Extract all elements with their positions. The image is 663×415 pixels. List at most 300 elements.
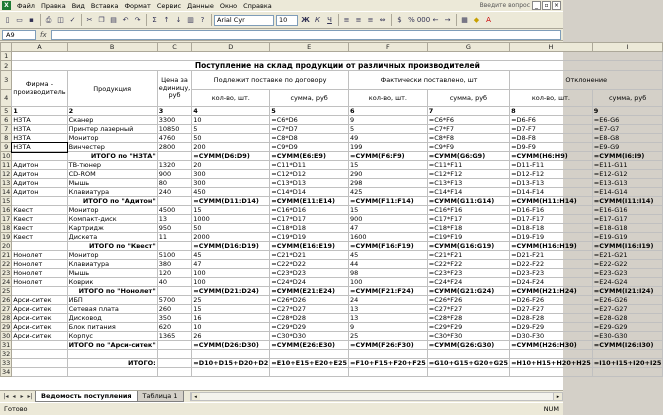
cell[interactable]: Мышь: [67, 179, 157, 188]
spreadsheet-grid[interactable]: [0, 42, 662, 390]
cell[interactable]: Квест: [12, 206, 67, 215]
cell[interactable]: 298: [349, 179, 428, 188]
cell[interactable]: =D16-F16: [510, 206, 593, 215]
cell[interactable]: =СУММ(D26:D30): [192, 341, 270, 350]
cell[interactable]: Дисковод: [67, 314, 157, 323]
cell[interactable]: 25: [349, 332, 428, 341]
cell[interactable]: =E6-G6: [592, 116, 663, 125]
cell[interactable]: [12, 350, 67, 359]
cell[interactable]: =СУММ(G11:G14): [427, 197, 509, 206]
row-header[interactable]: 10: [2, 152, 11, 160]
preview-icon[interactable]: ◫: [57, 16, 64, 24]
cell[interactable]: [12, 152, 67, 161]
cell[interactable]: 350: [157, 314, 192, 323]
cell[interactable]: Нонолет: [12, 278, 67, 287]
cell[interactable]: 5100: [157, 251, 192, 260]
copy-icon[interactable]: ❐: [98, 16, 105, 24]
fx-icon[interactable]: fx: [40, 30, 47, 39]
formula-input[interactable]: [51, 30, 561, 40]
cell[interactable]: =СУММ(F16:F19): [349, 242, 428, 251]
cell[interactable]: 900: [157, 170, 192, 179]
cell[interactable]: 100: [192, 278, 270, 287]
cell[interactable]: [12, 52, 663, 61]
cell[interactable]: =СУММ(F11:F14): [349, 197, 428, 206]
row-header[interactable]: 24: [2, 278, 11, 286]
spelling-icon[interactable]: ✓: [69, 16, 76, 24]
cell[interactable]: 5: [270, 107, 349, 116]
cell[interactable]: =СУММ(F6:F9): [349, 152, 428, 161]
row-header[interactable]: 3: [1, 71, 12, 90]
cell[interactable]: 1320: [157, 161, 192, 170]
restore-icon[interactable]: ▫: [542, 1, 551, 10]
cell[interactable]: =C8*D8: [270, 134, 349, 143]
increase-decimal-icon[interactable]: ←: [432, 16, 439, 24]
cell[interactable]: 80: [157, 179, 192, 188]
chart-icon[interactable]: ▥: [187, 16, 194, 24]
cell[interactable]: =C23*D23: [270, 269, 349, 278]
column-header[interactable]: I: [592, 43, 663, 52]
cell[interactable]: [157, 152, 192, 161]
cell[interactable]: [592, 350, 663, 359]
cell[interactable]: Арси-ситек: [12, 323, 67, 332]
row-header[interactable]: 28: [2, 314, 11, 322]
cell[interactable]: 7: [427, 107, 509, 116]
cell[interactable]: Адитон: [12, 188, 67, 197]
cell[interactable]: =E29-G29: [592, 323, 663, 332]
merge-center-icon[interactable]: ⇔: [379, 16, 386, 24]
cell[interactable]: =C11*F11: [427, 161, 509, 170]
align-center-icon[interactable]: ≡: [355, 16, 362, 24]
cell[interactable]: НЗТА: [12, 143, 67, 152]
cell[interactable]: =СУММ(G6:G9): [427, 152, 509, 161]
cell[interactable]: Коврик: [67, 278, 157, 287]
cell[interactable]: 50: [192, 134, 270, 143]
row-header[interactable]: 5: [1, 107, 12, 116]
cell[interactable]: [12, 368, 67, 377]
cell[interactable]: Сканер: [67, 116, 157, 125]
borders-icon[interactable]: ▦: [461, 16, 468, 24]
cell[interactable]: =C26*F26: [427, 296, 509, 305]
cell[interactable]: =C27*D27: [270, 305, 349, 314]
cell[interactable]: =D21-F21: [510, 251, 593, 260]
header-contract[interactable]: Подлежит поставке по договору: [192, 71, 349, 90]
scroll-left-icon[interactable]: ◂: [191, 393, 200, 400]
cell[interactable]: =E13-G13: [592, 179, 663, 188]
cell[interactable]: =C7*F7: [427, 125, 509, 134]
cell[interactable]: Квест: [12, 215, 67, 224]
cell[interactable]: [12, 341, 67, 350]
cell[interactable]: 20: [192, 161, 270, 170]
cell[interactable]: [510, 350, 593, 359]
cell[interactable]: =C16*D16: [270, 206, 349, 215]
cell[interactable]: =D11-F11: [510, 161, 593, 170]
new-icon[interactable]: ▯: [5, 16, 10, 24]
cell[interactable]: 9: [592, 107, 663, 116]
header-qty[interactable]: кол-во, шт.: [349, 90, 428, 107]
cell[interactable]: 47: [349, 224, 428, 233]
cell[interactable]: =E8-G8: [592, 134, 663, 143]
save-icon[interactable]: ▪: [29, 16, 34, 24]
cell[interactable]: =C30*F30: [427, 332, 509, 341]
cell[interactable]: =E27-G27: [592, 305, 663, 314]
excel-app-icon[interactable]: X: [2, 1, 11, 10]
name-box[interactable]: A9: [2, 30, 36, 40]
cell[interactable]: =D19-F19: [510, 233, 593, 242]
sheet-tab-vedomost[interactable]: Ведомость поступления: [35, 391, 138, 402]
cell[interactable]: =СУММ(E6:E9): [270, 152, 349, 161]
cell[interactable]: ИТОГО по "Арси-ситек": [68, 341, 156, 349]
cell[interactable]: 240: [157, 188, 192, 197]
cell[interactable]: =C11*D11: [270, 161, 349, 170]
cell[interactable]: =C19*F19: [427, 233, 509, 242]
cell[interactable]: =СУММ(F26:F30): [349, 341, 428, 350]
cell[interactable]: 260: [157, 305, 192, 314]
cell[interactable]: =E24-G24: [592, 278, 663, 287]
header-firm[interactable]: Фирма - производитель: [12, 71, 67, 107]
cell[interactable]: =СУММ(D11:D14): [192, 197, 270, 206]
cell[interactable]: Монитор: [67, 134, 157, 143]
menu-format[interactable]: Формат: [124, 1, 151, 10]
sheet-title[interactable]: Поступление на склад продукции от различных производителей: [12, 61, 663, 71]
cell[interactable]: =H10+H15+H20+H25: [511, 359, 591, 367]
row-header[interactable]: 20: [2, 242, 11, 250]
cell[interactable]: =E14-G14: [592, 188, 663, 197]
cell[interactable]: Квест: [12, 233, 67, 242]
column-header[interactable]: G: [427, 43, 509, 52]
cell[interactable]: =СУММ(E26:E30): [270, 341, 349, 350]
sort-asc-icon[interactable]: ↑: [163, 16, 170, 24]
column-header[interactable]: H: [510, 43, 593, 52]
underline-icon[interactable]: Ч: [327, 16, 332, 24]
cell[interactable]: =D26-F26: [510, 296, 593, 305]
cell[interactable]: 6: [349, 107, 428, 116]
cell[interactable]: =СУММ(E21:E24): [270, 287, 349, 296]
last-sheet-icon[interactable]: ▸|: [27, 393, 33, 400]
cell[interactable]: ИТОГО по "Адитон": [67, 197, 157, 206]
menu-data[interactable]: Данные: [187, 1, 214, 10]
cell[interactable]: Компакт-диск: [67, 215, 157, 224]
cell[interactable]: =СУММ(H11:H14): [510, 197, 593, 206]
cell[interactable]: =D14-F14: [510, 188, 593, 197]
cell[interactable]: 100: [349, 278, 428, 287]
cell[interactable]: =СУММ(G21:G24): [427, 287, 509, 296]
cell[interactable]: ИТОГО по "НЗТА": [67, 152, 157, 161]
cell[interactable]: 450: [192, 188, 270, 197]
cell[interactable]: =C14*F14: [427, 188, 509, 197]
row-header[interactable]: 29: [2, 323, 11, 331]
cell[interactable]: [157, 368, 192, 377]
cell[interactable]: =D22-F22: [510, 260, 593, 269]
cell[interactable]: НЗТА: [12, 116, 67, 125]
cell[interactable]: =D29-F29: [510, 323, 593, 332]
cell[interactable]: 2: [67, 107, 157, 116]
cell[interactable]: 44: [349, 260, 428, 269]
row-header[interactable]: 1: [1, 52, 12, 61]
cell[interactable]: =C24*D24: [270, 278, 349, 287]
cell[interactable]: Картридж: [67, 224, 157, 233]
cell[interactable]: [270, 368, 349, 377]
column-header[interactable]: C: [157, 43, 192, 52]
align-left-icon[interactable]: ≡: [343, 16, 350, 24]
cell[interactable]: =СУММ(H21:H24): [510, 287, 593, 296]
row-header[interactable]: 4: [1, 90, 12, 107]
cell[interactable]: Адитон: [12, 170, 67, 179]
cell[interactable]: =C22*D22: [270, 260, 349, 269]
cell[interactable]: 45: [349, 251, 428, 260]
cell[interactable]: [157, 287, 192, 296]
cell[interactable]: =СУММ(H16:H19): [510, 242, 593, 251]
cell[interactable]: 26: [192, 332, 270, 341]
row-header[interactable]: 31: [2, 341, 11, 349]
cell[interactable]: [192, 350, 270, 359]
cell[interactable]: 2800: [157, 143, 192, 152]
cell[interactable]: Принтер лазерный: [67, 125, 157, 134]
column-header[interactable]: F: [349, 43, 428, 52]
cell[interactable]: [510, 368, 593, 377]
cell[interactable]: 100: [192, 269, 270, 278]
cell[interactable]: Нонолет: [12, 251, 67, 260]
cell[interactable]: =E21-G21: [592, 251, 663, 260]
cell[interactable]: 290: [349, 170, 428, 179]
cell[interactable]: =C21*D21: [270, 251, 349, 260]
cell[interactable]: 49: [349, 134, 428, 143]
next-sheet-icon[interactable]: ▸: [20, 393, 24, 400]
header-deviation[interactable]: Отклонение: [510, 71, 663, 90]
cell[interactable]: =СУММ(I21:I24): [592, 287, 663, 296]
cell[interactable]: [427, 368, 509, 377]
header-sum[interactable]: сумма, руб: [427, 90, 509, 107]
cell[interactable]: =C9*F9: [427, 143, 509, 152]
header-price[interactable]: Цена за единицу, руб: [157, 71, 192, 107]
cell[interactable]: [67, 350, 157, 359]
cell[interactable]: Квест: [12, 224, 67, 233]
cell[interactable]: 13: [157, 215, 192, 224]
row-header[interactable]: 30: [2, 332, 11, 340]
cell[interactable]: 13: [349, 314, 428, 323]
cell[interactable]: 98: [349, 269, 428, 278]
cell[interactable]: =C16*F16: [427, 206, 509, 215]
align-right-icon[interactable]: ≡: [367, 16, 374, 24]
cell[interactable]: =D28-F28: [510, 314, 593, 323]
font-name-select[interactable]: Arial Cyr: [214, 15, 274, 26]
header-sum[interactable]: сумма, руб: [270, 90, 349, 107]
cell[interactable]: =СУММ(H6:H9): [510, 152, 593, 161]
cell[interactable]: =D9-F9: [510, 143, 593, 152]
menu-window[interactable]: Окно: [219, 1, 238, 10]
row-header[interactable]: 8: [1, 134, 12, 143]
cell[interactable]: =D23-F23: [510, 269, 593, 278]
row-header[interactable]: 34: [2, 368, 11, 376]
font-size-select[interactable]: 10: [276, 15, 298, 26]
cell[interactable]: 1: [12, 107, 67, 116]
cell[interactable]: Монитор: [67, 251, 157, 260]
row-header[interactable]: 13: [2, 179, 11, 187]
cell[interactable]: =D8-F8: [510, 134, 593, 143]
cell[interactable]: =C19*D19: [270, 233, 349, 242]
column-header[interactable]: B: [67, 43, 157, 52]
cell[interactable]: =E12-G12: [592, 170, 663, 179]
cell[interactable]: =C27*F27: [427, 305, 509, 314]
cell[interactable]: 900: [349, 215, 428, 224]
paste-icon[interactable]: ▤: [110, 16, 117, 24]
sheet-tab-table1[interactable]: Таблица 1: [137, 391, 184, 402]
cell[interactable]: 11: [157, 233, 192, 242]
help-question-box[interactable]: Введите вопрос: [479, 2, 530, 9]
cell[interactable]: Монитор: [67, 206, 157, 215]
header-product[interactable]: Продукция: [67, 71, 157, 107]
cell[interactable]: [349, 368, 428, 377]
cell[interactable]: 25: [192, 296, 270, 305]
cell[interactable]: 300: [192, 179, 270, 188]
cell[interactable]: [12, 242, 67, 251]
cell[interactable]: =СУММ(F21:F24): [349, 287, 428, 296]
cell[interactable]: Арси-ситек: [12, 296, 67, 305]
cell[interactable]: =СУММ(D6:D9): [192, 152, 270, 161]
cell[interactable]: ИТОГО по "Нонолет": [67, 287, 157, 296]
row-header[interactable]: 17: [2, 215, 11, 223]
cell[interactable]: CD-ROM: [67, 170, 157, 179]
cell[interactable]: =C9*D9: [270, 143, 349, 152]
cell[interactable]: 5: [192, 125, 270, 134]
cell[interactable]: [12, 197, 67, 206]
cell[interactable]: =C14*D14: [270, 188, 349, 197]
cell[interactable]: =E7-G7: [592, 125, 663, 134]
scroll-right-icon[interactable]: ▸: [553, 393, 562, 400]
cell[interactable]: =СУММ(I26:I30): [592, 341, 663, 350]
cell[interactable]: =СУММ(E16:E19): [270, 242, 349, 251]
cell[interactable]: Винчестер: [67, 143, 157, 152]
cell[interactable]: ИТОГО по "Квест": [67, 242, 157, 251]
cell[interactable]: =C12*D12: [270, 170, 349, 179]
row-header[interactable]: 33: [2, 359, 11, 367]
cell[interactable]: 380: [157, 260, 192, 269]
cell[interactable]: =C28*D28: [270, 314, 349, 323]
thousands-icon[interactable]: 000: [416, 16, 431, 24]
cell[interactable]: =СУММ(H26:H30): [510, 341, 593, 350]
cell[interactable]: 300: [192, 170, 270, 179]
cell[interactable]: =E22-G22: [592, 260, 663, 269]
cell[interactable]: [157, 341, 192, 350]
cell[interactable]: 199: [349, 143, 428, 152]
cell[interactable]: [67, 368, 157, 377]
column-header[interactable]: E: [270, 43, 349, 52]
cell[interactable]: =D7-F7: [510, 125, 593, 134]
close-icon[interactable]: ×: [553, 2, 560, 9]
cell[interactable]: 50: [192, 224, 270, 233]
cell[interactable]: ИБП: [67, 296, 157, 305]
cell[interactable]: Арси-ситек: [12, 332, 67, 341]
cell[interactable]: =C7*D7: [270, 125, 349, 134]
bold-icon[interactable]: Ж: [301, 16, 310, 24]
cell[interactable]: =C21*F21: [427, 251, 509, 260]
cell[interactable]: Адитон: [12, 179, 67, 188]
cell[interactable]: 16: [192, 314, 270, 323]
cell[interactable]: =C26*D26: [270, 296, 349, 305]
cell[interactable]: ТВ-тюнер: [67, 161, 157, 170]
cell[interactable]: 4: [192, 107, 270, 116]
first-sheet-icon[interactable]: |◂: [3, 393, 9, 400]
cell[interactable]: =C29*F29: [427, 323, 509, 332]
cell[interactable]: 47: [192, 260, 270, 269]
cell[interactable]: 1000: [192, 215, 270, 224]
cell[interactable]: 3300: [157, 116, 192, 125]
cell[interactable]: =C13*D13: [270, 179, 349, 188]
header-qty[interactable]: кол-во, шт.: [510, 90, 593, 107]
cell[interactable]: =СУММ(I6:I9): [592, 152, 663, 161]
cell[interactable]: =D24-F24: [510, 278, 593, 287]
cell[interactable]: =E9-G9: [592, 143, 663, 152]
cell[interactable]: Адитон: [12, 161, 67, 170]
row-header[interactable]: 22: [2, 260, 11, 268]
menu-edit[interactable]: Правка: [40, 1, 66, 10]
cell[interactable]: 9: [349, 323, 428, 332]
cell[interactable]: 1600: [349, 233, 428, 242]
cell[interactable]: =E16-G16: [592, 206, 663, 215]
minimize-icon[interactable]: _: [532, 1, 541, 10]
cell[interactable]: 4760: [157, 134, 192, 143]
cell[interactable]: 45: [192, 251, 270, 260]
cell[interactable]: Арси-ситек: [12, 305, 67, 314]
menu-help[interactable]: Справка: [243, 1, 272, 10]
cell[interactable]: [12, 287, 67, 296]
cell[interactable]: =D18-F18: [510, 224, 593, 233]
percent-icon[interactable]: %: [408, 16, 415, 24]
cell[interactable]: 5700: [157, 296, 192, 305]
cell[interactable]: НЗТА: [12, 134, 67, 143]
cell[interactable]: [157, 197, 192, 206]
cell[interactable]: Сетевая плата: [67, 305, 157, 314]
row-header[interactable]: 7: [1, 125, 12, 134]
cell[interactable]: 3: [157, 107, 192, 116]
row-header[interactable]: 23: [2, 269, 11, 277]
menu-file[interactable]: Файл: [17, 1, 35, 10]
cell[interactable]: =C17*F17: [427, 215, 509, 224]
cell[interactable]: Арси-ситек: [12, 314, 67, 323]
cell[interactable]: 9: [349, 116, 428, 125]
cell[interactable]: =D10+D15+D20+D2: [193, 359, 269, 367]
cell[interactable]: =E26-G26: [592, 296, 663, 305]
cell[interactable]: =F10+F15+F20+F25: [350, 359, 426, 367]
row-header[interactable]: 18: [2, 224, 11, 232]
cell[interactable]: =G10+G15+G20+G25: [428, 359, 509, 367]
cell[interactable]: Блок питания: [67, 323, 157, 332]
cell[interactable]: 15: [192, 305, 270, 314]
help-icon[interactable]: ?: [200, 16, 205, 24]
cell[interactable]: 620: [157, 323, 192, 332]
print-icon[interactable]: ⎙: [45, 15, 52, 24]
row-header[interactable]: 9: [1, 143, 12, 152]
cell[interactable]: 120: [157, 269, 192, 278]
cell[interactable]: =D17-F17: [510, 215, 593, 224]
column-header[interactable]: A: [12, 43, 67, 52]
cell[interactable]: 2000: [192, 233, 270, 242]
row-header[interactable]: 16: [2, 206, 11, 214]
cell[interactable]: 425: [349, 188, 428, 197]
horizontal-scrollbar[interactable]: [190, 392, 564, 401]
undo-icon[interactable]: ↶: [122, 16, 129, 24]
cell[interactable]: =E30-G30: [592, 332, 663, 341]
open-icon[interactable]: ▭: [16, 16, 23, 24]
cell[interactable]: НЗТА: [12, 125, 67, 134]
cell[interactable]: ИТОГО:: [67, 359, 157, 368]
cell[interactable]: =E19-G19: [592, 233, 663, 242]
currency-icon[interactable]: $: [397, 16, 402, 24]
cell[interactable]: [349, 350, 428, 359]
select-all-corner[interactable]: [1, 43, 12, 52]
cell[interactable]: Клавиатура: [67, 188, 157, 197]
cell[interactable]: Дискета: [67, 233, 157, 242]
cell[interactable]: =C18*D18: [270, 224, 349, 233]
